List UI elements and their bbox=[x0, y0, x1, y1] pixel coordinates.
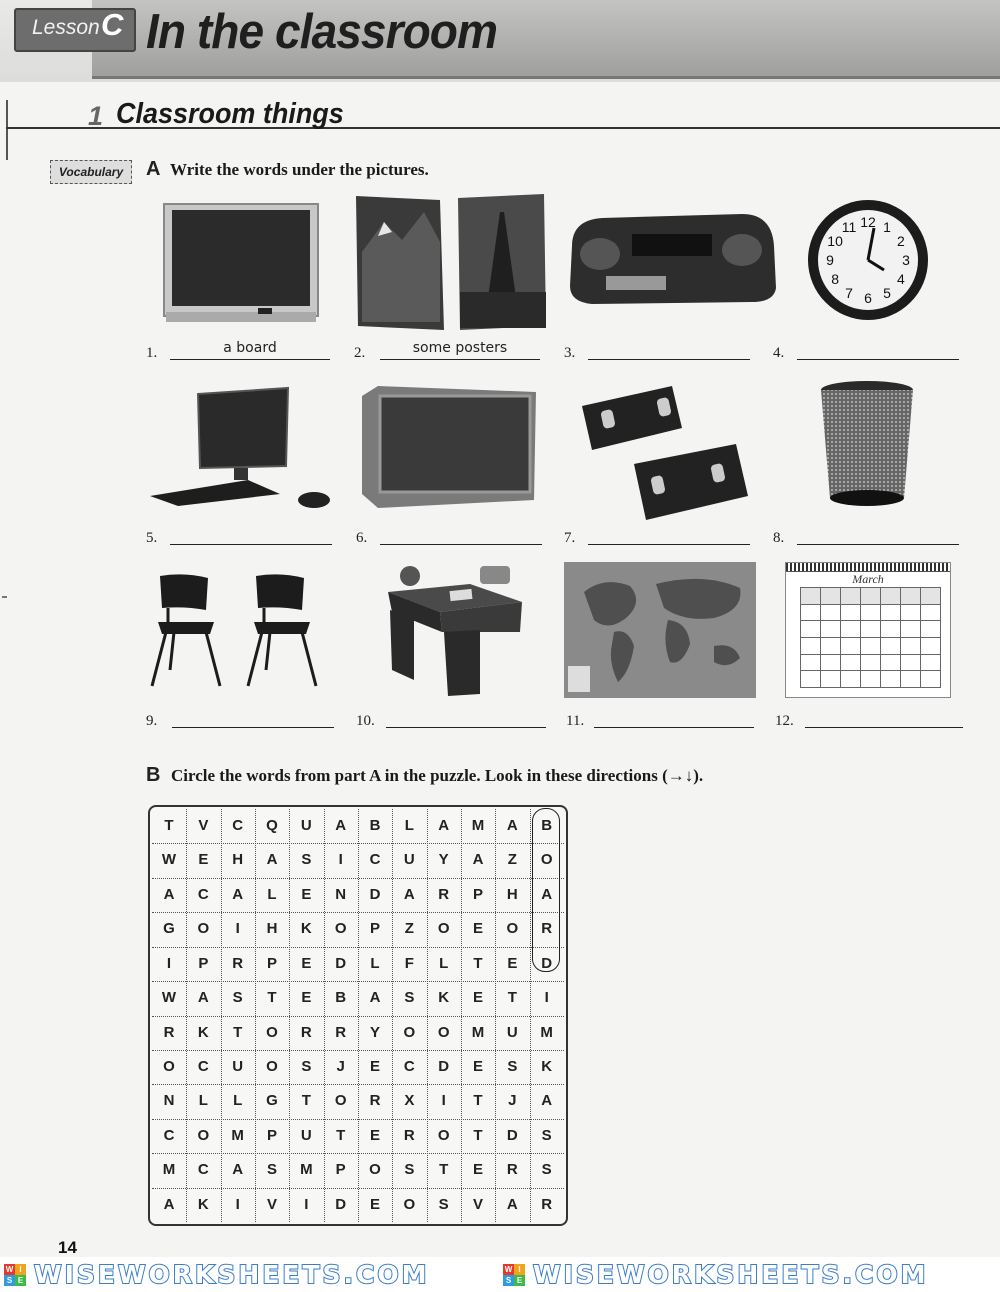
puzzle-cell[interactable]: M bbox=[231, 1126, 244, 1144]
answer-line[interactable] bbox=[797, 359, 959, 360]
puzzle-cell[interactable]: A bbox=[266, 851, 278, 869]
calendar-cell bbox=[841, 655, 861, 672]
puzzle-cell[interactable]: H bbox=[232, 851, 244, 869]
puzzle-cell[interactable]: E bbox=[472, 920, 483, 938]
puzzle-cell[interactable]: T bbox=[301, 1092, 311, 1110]
calendar-cell bbox=[861, 638, 881, 655]
calendar-month: March bbox=[852, 572, 884, 586]
speaker-right bbox=[722, 234, 762, 266]
puzzle-cell[interactable]: M bbox=[471, 1023, 485, 1041]
watermark-1 bbox=[4, 1257, 430, 1292]
word-search-grid[interactable] bbox=[148, 805, 568, 1226]
watermark-2 bbox=[503, 1257, 929, 1292]
calendar-cell bbox=[901, 605, 921, 622]
clock-number: 6 bbox=[864, 290, 872, 306]
calendar-cell bbox=[921, 638, 941, 655]
lesson-letter: C bbox=[101, 7, 124, 42]
clock-number: 1 bbox=[883, 219, 891, 236]
calendar-cell bbox=[801, 655, 821, 672]
puzzle-cell[interactable]: U bbox=[506, 1023, 518, 1041]
puzzle-cell[interactable]: C bbox=[197, 885, 209, 903]
puzzle-cell[interactable]: C bbox=[197, 1161, 209, 1179]
puzzle-cell[interactable]: S bbox=[232, 989, 243, 1007]
margin-mark bbox=[2, 596, 7, 598]
puzzle-cell[interactable]: E bbox=[301, 885, 312, 903]
lesson-label: Lesson bbox=[32, 16, 100, 39]
puzzle-cell[interactable]: O bbox=[369, 1161, 381, 1179]
calendar-cell bbox=[841, 671, 861, 688]
puzzle-cell[interactable]: A bbox=[506, 1195, 518, 1213]
puzzle-cell[interactable]: L bbox=[233, 1092, 243, 1110]
puzzle-cell[interactable]: S bbox=[438, 1195, 449, 1213]
puzzle-cell[interactable]: S bbox=[541, 1161, 552, 1179]
answer-line[interactable] bbox=[380, 544, 542, 545]
clock-number: 12 bbox=[860, 214, 876, 230]
puzzle-cell[interactable]: A bbox=[369, 989, 381, 1007]
puzzle-cell[interactable]: R bbox=[541, 920, 553, 938]
puzzle-cell[interactable]: T bbox=[507, 989, 517, 1007]
puzzle-cell[interactable]: S bbox=[404, 1161, 415, 1179]
page-title: In the classroom bbox=[146, 5, 498, 59]
calendar-cell bbox=[901, 588, 921, 605]
puzzle-cell[interactable]: S bbox=[266, 1161, 277, 1179]
puzzle-cell[interactable]: M bbox=[540, 1023, 553, 1041]
puzzle-cell[interactable]: I bbox=[235, 920, 240, 938]
tv-screen bbox=[380, 396, 530, 492]
puzzle-cell[interactable]: P bbox=[369, 920, 380, 938]
watermark-text: WISEWORKSHEETS.COM bbox=[533, 1260, 929, 1289]
board-surface bbox=[172, 210, 310, 306]
puzzle-cell[interactable]: L bbox=[267, 885, 277, 903]
puzzle-cell[interactable]: R bbox=[300, 1023, 312, 1041]
puzzle-cell[interactable]: C bbox=[163, 1126, 175, 1144]
item-number: 8. bbox=[773, 530, 785, 546]
puzzle-cell[interactable]: A bbox=[541, 1092, 553, 1110]
puzzle-cell[interactable]: X bbox=[404, 1092, 415, 1110]
puzzle-cell[interactable]: O bbox=[266, 1023, 278, 1041]
answer-line[interactable] bbox=[588, 359, 750, 360]
puzzle-cell[interactable]: K bbox=[300, 920, 312, 938]
section-number: 1 bbox=[88, 101, 104, 131]
puzzle-cell[interactable]: T bbox=[473, 1092, 483, 1110]
clock-number: 3 bbox=[902, 252, 910, 268]
puzzle-cell[interactable]: P bbox=[335, 1161, 346, 1179]
item-number: 10. bbox=[356, 713, 375, 729]
puzzle-cell[interactable]: L bbox=[198, 1092, 208, 1110]
puzzle-cell[interactable]: O bbox=[334, 1092, 347, 1110]
calendar-cell bbox=[881, 638, 901, 655]
page-number: 14 bbox=[58, 1238, 77, 1257]
item-number: 7. bbox=[564, 530, 576, 546]
puzzle-cell[interactable]: O bbox=[437, 920, 450, 938]
puzzle-cell[interactable]: E bbox=[301, 989, 312, 1007]
part-b-instruction: Circle the words from part A in the puzzle. Look in these directions (→↓). bbox=[171, 766, 704, 785]
clock-number: 4 bbox=[897, 271, 905, 287]
board-tray bbox=[166, 312, 316, 322]
puzzle-cell[interactable]: P bbox=[266, 1126, 277, 1144]
puzzle-cell[interactable]: O bbox=[506, 920, 519, 938]
calendar-cell bbox=[921, 588, 941, 605]
answer-line[interactable] bbox=[172, 727, 334, 728]
logo-icon: W I S E bbox=[503, 1264, 525, 1286]
calendar-cell bbox=[841, 605, 861, 622]
puzzle-cell[interactable]: E bbox=[472, 989, 483, 1007]
calendar-cell bbox=[901, 621, 921, 638]
puzzle-cell[interactable]: W bbox=[161, 989, 177, 1007]
calendar-cell bbox=[801, 621, 821, 638]
puzzle-cell[interactable]: D bbox=[335, 1195, 347, 1213]
puzzle-cell[interactable]: G bbox=[266, 1092, 278, 1110]
puzzle-cell[interactable]: E bbox=[472, 1057, 483, 1075]
desk-picture bbox=[384, 562, 526, 698]
puzzle-cell[interactable]: Q bbox=[266, 817, 278, 834]
calendar-cell bbox=[921, 655, 941, 672]
puzzle-cell[interactable]: O bbox=[334, 920, 347, 938]
item-number: 3. bbox=[564, 345, 576, 361]
puzzle-cell[interactable]: O bbox=[163, 1057, 175, 1075]
puzzle-cell[interactable]: J bbox=[508, 1092, 517, 1110]
puzzle-cell[interactable]: I bbox=[304, 1195, 309, 1213]
puzzle-cell[interactable]: R bbox=[403, 1126, 415, 1144]
answer-line[interactable] bbox=[380, 359, 540, 360]
puzzle-cell[interactable]: B bbox=[369, 817, 381, 834]
puzzle-cell[interactable]: T bbox=[439, 1161, 449, 1179]
calendar-cell bbox=[861, 588, 881, 605]
circled-word-board bbox=[532, 808, 560, 972]
puzzle-cell[interactable]: U bbox=[300, 817, 312, 834]
puzzle-cell[interactable]: A bbox=[335, 817, 347, 834]
calendar-cell bbox=[841, 588, 861, 605]
puzzle-cell[interactable]: R bbox=[232, 954, 244, 972]
clock-number: 7 bbox=[845, 284, 853, 301]
puzzle-cell[interactable]: O bbox=[437, 1023, 450, 1041]
puzzle-cell[interactable]: A bbox=[232, 885, 244, 903]
puzzle-cell[interactable]: T bbox=[473, 954, 483, 972]
puzzle-cell[interactable]: S bbox=[301, 1057, 312, 1075]
calendar-cell bbox=[801, 638, 821, 655]
calendar-cell bbox=[801, 588, 821, 605]
puzzle-cell[interactable]: E bbox=[507, 954, 518, 972]
puzzle-cell[interactable]: L bbox=[439, 954, 449, 972]
puzzle-cell[interactable]: Z bbox=[404, 920, 414, 938]
calendar-cell bbox=[881, 671, 901, 688]
calendar-cell bbox=[881, 621, 901, 638]
puzzle-cell[interactable]: B bbox=[335, 989, 347, 1007]
calendar-cell bbox=[861, 671, 881, 688]
puzzle-cell[interactable]: K bbox=[197, 1023, 209, 1041]
puzzle-cell[interactable]: T bbox=[164, 817, 174, 834]
board-picture bbox=[162, 200, 322, 328]
part-a-instruction: Write the words under the pictures. bbox=[170, 160, 429, 179]
posters-picture bbox=[354, 192, 548, 332]
puzzle-cell[interactable]: P bbox=[472, 885, 483, 903]
puzzle-cell[interactable]: O bbox=[403, 1195, 416, 1213]
calendar-cell bbox=[841, 621, 861, 638]
board-eraser bbox=[258, 308, 272, 314]
puzzle-cell[interactable]: B bbox=[541, 817, 553, 834]
desk-chair bbox=[480, 566, 510, 584]
puzzle-cell[interactable]: R bbox=[335, 1023, 347, 1041]
puzzle-cell[interactable]: O bbox=[540, 851, 553, 869]
puzzle-cell[interactable]: G bbox=[163, 920, 175, 938]
puzzle-cell[interactable]: U bbox=[403, 851, 415, 869]
puzzle-cell[interactable]: U bbox=[300, 1126, 312, 1144]
map-picture bbox=[564, 562, 756, 698]
calendar-cell bbox=[801, 671, 821, 688]
wastebasket-picture bbox=[818, 380, 916, 510]
calendar-cell bbox=[821, 621, 841, 638]
puzzle-cell[interactable]: W bbox=[161, 851, 177, 869]
puzzle-cell[interactable]: R bbox=[541, 1195, 553, 1213]
puzzle-cell[interactable]: M bbox=[471, 817, 485, 834]
answer-2: some posters bbox=[412, 340, 508, 356]
puzzle-cell[interactable]: M bbox=[162, 1161, 176, 1179]
answer-line[interactable] bbox=[170, 544, 332, 545]
puzzle-cell[interactable]: I bbox=[166, 954, 172, 972]
calendar-cell bbox=[821, 638, 841, 655]
calendar-cell bbox=[881, 655, 901, 672]
puzzle-cell[interactable]: T bbox=[336, 1126, 346, 1144]
watermark-text: WISEWORKSHEETS.COM bbox=[34, 1260, 430, 1289]
puzzle-cell[interactable]: D bbox=[438, 1057, 450, 1075]
puzzle-cell[interactable]: V bbox=[266, 1195, 277, 1213]
logo-icon: W I S E bbox=[4, 1264, 26, 1286]
calendar-cell bbox=[881, 588, 901, 605]
puzzle-cell[interactable]: T bbox=[473, 1126, 483, 1144]
video-tape-1 bbox=[582, 386, 682, 450]
part-a-letter: A bbox=[146, 158, 161, 180]
puzzle-cell[interactable]: S bbox=[507, 1057, 518, 1075]
puzzle-cell[interactable]: I bbox=[544, 989, 549, 1007]
puzzle-cell[interactable]: E bbox=[198, 851, 209, 869]
puzzle-cell[interactable]: A bbox=[472, 851, 484, 869]
puzzle-cell[interactable]: F bbox=[404, 954, 414, 972]
clock-number: 9 bbox=[826, 252, 834, 268]
calendar-cell bbox=[901, 638, 921, 655]
clock-number: 5 bbox=[883, 284, 891, 301]
item-number: 9. bbox=[146, 713, 158, 729]
section-title: Classroom things bbox=[116, 98, 344, 130]
answer-line[interactable] bbox=[386, 727, 546, 728]
puzzle-cell[interactable]: N bbox=[335, 885, 347, 903]
answer-line[interactable] bbox=[594, 727, 754, 728]
video-tape-2 bbox=[634, 444, 748, 520]
puzzle-cell[interactable]: R bbox=[369, 1092, 381, 1110]
item-number: 11. bbox=[566, 713, 585, 729]
calendar-grid bbox=[800, 587, 941, 688]
puzzle-cell[interactable]: O bbox=[403, 1023, 416, 1041]
puzzle-cell[interactable]: R bbox=[438, 885, 450, 903]
puzzle-cell[interactable]: I bbox=[441, 1092, 446, 1110]
puzzle-cell[interactable]: S bbox=[404, 989, 415, 1007]
puzzle-cell[interactable]: R bbox=[163, 1023, 175, 1041]
puzzle-cell[interactable]: O bbox=[197, 920, 210, 938]
answer-line[interactable] bbox=[805, 727, 963, 728]
calendar-cell bbox=[881, 605, 901, 622]
item-number: 6. bbox=[356, 530, 368, 546]
puzzle-cell[interactable]: O bbox=[437, 1126, 450, 1144]
clock-number: 11 bbox=[841, 219, 857, 236]
item-number: 2. bbox=[354, 345, 366, 361]
puzzle-cell[interactable]: P bbox=[198, 954, 209, 972]
puzzle-cell[interactable]: H bbox=[266, 920, 278, 938]
keyboard bbox=[150, 480, 280, 506]
mouse bbox=[298, 492, 330, 508]
computer-picture bbox=[148, 384, 334, 512]
calendar-cell bbox=[861, 621, 881, 638]
map-legend bbox=[568, 666, 590, 692]
puzzle-cell[interactable]: A bbox=[163, 885, 175, 903]
puzzle-cell[interactable]: C bbox=[403, 1057, 415, 1075]
puzzle-cell[interactable]: E bbox=[472, 1161, 483, 1179]
puzzle-cell[interactable]: D bbox=[541, 954, 553, 972]
answer-line[interactable] bbox=[170, 359, 330, 360]
puzzle-cell[interactable]: S bbox=[541, 1126, 552, 1144]
calendar-cell bbox=[801, 605, 821, 622]
puzzle-cell[interactable]: A bbox=[232, 1161, 244, 1179]
calendar-picture bbox=[785, 562, 951, 698]
section-rule-vertical bbox=[6, 100, 8, 160]
speaker-left bbox=[580, 238, 620, 270]
calendar-cell bbox=[821, 671, 841, 688]
calendar-cell bbox=[821, 655, 841, 672]
puzzle-cell[interactable]: L bbox=[404, 817, 414, 834]
calendar-cell bbox=[821, 588, 841, 605]
part-b-letter: B bbox=[146, 764, 161, 786]
puzzle-cell[interactable]: T bbox=[233, 1023, 243, 1041]
puzzle-cell[interactable]: P bbox=[266, 954, 277, 972]
puzzle-cell[interactable]: O bbox=[197, 1126, 210, 1144]
puzzle-cell[interactable]: O bbox=[266, 1057, 278, 1075]
monitor bbox=[198, 388, 288, 468]
item-number: 4. bbox=[773, 345, 785, 361]
puzzle-cell[interactable]: E bbox=[369, 1057, 380, 1075]
calendar-cell bbox=[901, 655, 921, 672]
tv-picture bbox=[358, 382, 538, 510]
puzzle-cell[interactable]: E bbox=[301, 954, 312, 972]
clock-number: 8 bbox=[831, 271, 839, 287]
globe bbox=[400, 566, 420, 586]
puzzle-cell[interactable]: H bbox=[506, 885, 518, 903]
puzzle-cell[interactable]: I bbox=[338, 851, 343, 869]
puzzle-cell[interactable]: N bbox=[163, 1092, 175, 1110]
puzzle-cell[interactable]: C bbox=[232, 817, 244, 834]
item-number: 5. bbox=[146, 530, 158, 546]
clock-number: 2 bbox=[897, 233, 905, 249]
calendar-cell bbox=[861, 605, 881, 622]
puzzle-cell[interactable]: C bbox=[369, 851, 381, 869]
puzzle-cell[interactable]: E bbox=[369, 1195, 380, 1213]
puzzle-cell[interactable]: V bbox=[472, 1195, 483, 1213]
calendar-cell bbox=[901, 671, 921, 688]
puzzle-cell[interactable]: A bbox=[197, 989, 209, 1007]
puzzle-cell[interactable]: A bbox=[438, 817, 450, 834]
puzzle-cell[interactable]: U bbox=[232, 1057, 244, 1075]
chair-2 bbox=[248, 574, 316, 686]
puzzle-cell[interactable]: A bbox=[163, 1195, 175, 1213]
puzzle-cell[interactable]: Z bbox=[507, 851, 517, 869]
puzzle-cell[interactable]: Y bbox=[438, 851, 449, 869]
puzzle-cell[interactable]: Y bbox=[369, 1023, 380, 1041]
puzzle-cell[interactable]: A bbox=[506, 817, 518, 834]
videos-picture bbox=[578, 384, 750, 524]
puzzle-cell[interactable]: A bbox=[403, 885, 415, 903]
puzzle-cell[interactable]: R bbox=[506, 1161, 518, 1179]
puzzle-cell[interactable]: E bbox=[369, 1126, 380, 1144]
puzzle-cell[interactable]: V bbox=[198, 817, 209, 834]
answer-line[interactable] bbox=[797, 544, 959, 545]
chair-1 bbox=[152, 574, 220, 686]
calendar-cell bbox=[921, 605, 941, 622]
puzzle-cell[interactable]: L bbox=[370, 954, 380, 972]
puzzle-cell[interactable]: M bbox=[300, 1161, 313, 1179]
puzzle-cell[interactable]: D bbox=[335, 954, 347, 972]
map-background bbox=[564, 562, 756, 698]
puzzle-cell[interactable]: K bbox=[438, 989, 450, 1007]
puzzle-cell[interactable]: A bbox=[541, 885, 553, 903]
item-number: 12. bbox=[775, 713, 794, 729]
puzzle-cell[interactable]: T bbox=[267, 989, 277, 1007]
puzzle-cell[interactable]: S bbox=[301, 851, 312, 869]
calendar-cell bbox=[841, 638, 861, 655]
answer-line[interactable] bbox=[588, 544, 750, 545]
calendar-cell bbox=[861, 655, 881, 672]
calendar-spiral bbox=[786, 563, 950, 572]
calendar-cell bbox=[921, 621, 941, 638]
footer-watermark bbox=[0, 1257, 1000, 1292]
cd-player-picture bbox=[562, 206, 782, 306]
puzzle-cell[interactable]: C bbox=[197, 1057, 209, 1075]
clock-number: 10 bbox=[827, 233, 843, 249]
puzzle-cell[interactable]: D bbox=[506, 1126, 518, 1144]
vocabulary-tag: Vocabulary bbox=[50, 160, 132, 184]
puzzle-cell[interactable]: D bbox=[369, 885, 381, 903]
answer-1: a board bbox=[223, 340, 277, 356]
puzzle-cell[interactable]: J bbox=[336, 1057, 345, 1075]
calendar-cell bbox=[821, 605, 841, 622]
puzzle-cell[interactable]: K bbox=[197, 1195, 209, 1213]
clock-picture bbox=[804, 198, 934, 324]
puzzle-cell[interactable]: K bbox=[541, 1057, 553, 1075]
puzzle-cell[interactable]: I bbox=[235, 1195, 240, 1213]
calendar-cell bbox=[921, 671, 941, 688]
item-number: 1. bbox=[146, 345, 158, 361]
chairs-picture bbox=[148, 570, 338, 692]
